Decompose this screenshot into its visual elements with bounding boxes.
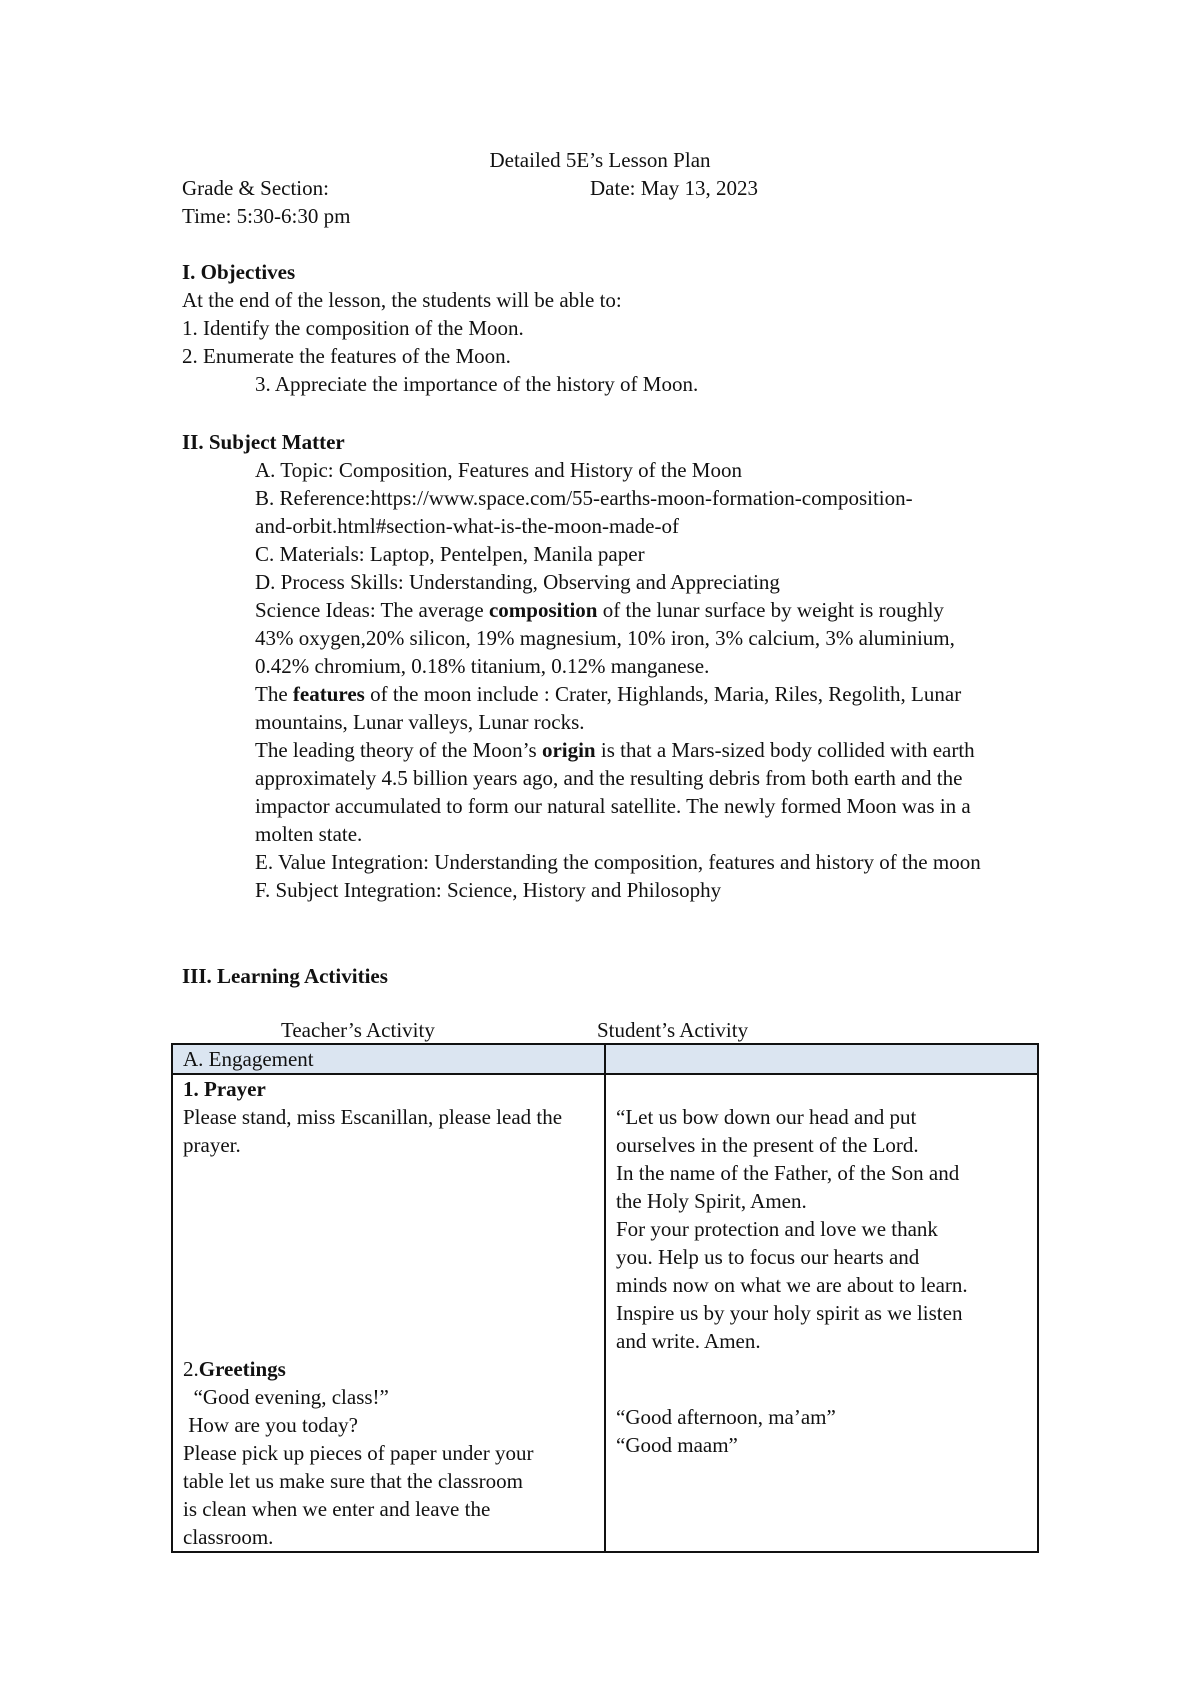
process-skills-line: D. Process Skills: Understanding, Observing and Appreciating	[255, 570, 780, 594]
reference-line-cont: and-orbit.html#section-what-is-the-moon-made-of	[255, 514, 679, 538]
engagement-section-cell: A. Engagement	[172, 1044, 605, 1074]
objective-item: 3. Appreciate the importance of the history of Moon.	[255, 372, 699, 396]
prayer-student-line: Inspire us by your holy spirit as we listen	[616, 1301, 963, 1325]
greetings-student-line: “Good maam”	[616, 1433, 738, 1457]
greetings-title	[183, 1355, 594, 1383]
empty-shaded-cell	[605, 1044, 1038, 1074]
prayer-student-line: and write. Amen.	[616, 1329, 761, 1353]
activities-table	[171, 1043, 1039, 1553]
greetings-student-line: “Good afternoon, ma’am”	[616, 1405, 836, 1429]
origin-text-post: is that a Mars-sized body collided with earth approximately 4.5 billion years ago, and the resulting debris from both earth and the impactor accumulated to form our natural satellite. The newly formed Moon was in a molten state.	[255, 738, 975, 846]
table-row	[172, 1074, 1038, 1552]
materials-line: C. Materials: Laptop, Pentelpen, Manila paper	[255, 542, 645, 566]
prayer-teacher-text: Please stand, miss Escanillan, please lead the prayer.	[183, 1105, 563, 1157]
table-row	[172, 1044, 1038, 1074]
composition-text-post: of the lunar surface by weight is roughly 43% oxygen,20% silicon, 19% magnesium, 10% iron, 3% calcium, 3% aluminium, 0.42% chromium, 0.18% titanium, 0.12% manganese.	[255, 598, 955, 678]
grade-section-label: Grade & Section:	[182, 176, 329, 200]
greetings-teacher-line: Please pick up pieces of paper under your	[183, 1441, 534, 1465]
composition-keyword: composition	[488, 598, 598, 622]
greetings-teacher-line: classroom.	[183, 1525, 274, 1549]
prayer-student-line: ourselves in the present of the Lord.	[616, 1133, 919, 1157]
objectives-intro: At the end of the lesson, the students will be able to:	[182, 288, 622, 312]
greetings-teacher-line: table let us make sure that the classroom	[183, 1469, 523, 1493]
greetings-title-text: Greetings	[198, 1357, 286, 1381]
prayer-student-line: the Holy Spirit, Amen.	[616, 1189, 807, 1213]
greetings-teacher-line: How are you today?	[183, 1413, 358, 1437]
prayer-student-line: In the name of the Father, of the Son and	[616, 1161, 960, 1185]
features-text-pre: The	[255, 682, 293, 706]
topic-line: A. Topic: Composition, Features and History of the Moon	[255, 458, 742, 482]
teacher-activity-cell	[172, 1074, 605, 1552]
student-activity-cell	[605, 1074, 1038, 1552]
science-ideas-composition	[182, 596, 985, 680]
document-title: Detailed 5E’s Lesson Plan	[489, 148, 711, 172]
teacher-activity-column-header: Teacher’s Activity	[281, 1018, 435, 1042]
subject-matter-heading: II. Subject Matter	[182, 430, 345, 454]
prayer-student-line: “Let us bow down our head and put	[616, 1105, 917, 1129]
learning-activities-heading: III. Learning Activities	[182, 964, 388, 988]
features-keyword: features	[292, 682, 365, 706]
subject-integration-line: F. Subject Integration: Science, History and Philosophy	[255, 878, 722, 902]
subject-matter-section	[182, 428, 1062, 904]
composition-text-pre: Science Ideas: The average	[255, 598, 489, 622]
prayer-student-line: you. Help us to focus our hearts and	[616, 1245, 920, 1269]
value-integration-line: E. Value Integration: Understanding the composition, features and history of the moon	[255, 850, 981, 874]
prayer-title: 1. Prayer	[183, 1077, 266, 1101]
objectives-section	[182, 258, 1062, 398]
science-ideas-features	[182, 680, 985, 736]
prayer-student-line: For your protection and love we thank	[616, 1217, 938, 1241]
objectives-heading: I. Objectives	[182, 260, 296, 284]
origin-text-pre: The leading theory of the Moon’s	[255, 738, 542, 762]
greetings-teacher-line: “Good evening, class!”	[183, 1385, 389, 1409]
origin-keyword: origin	[541, 738, 596, 762]
reference-line: B. Reference:https://www.space.com/55-earths-moon-formation-composition-	[255, 486, 913, 510]
objective-item: 2. Enumerate the features of the Moon.	[182, 344, 511, 368]
student-activity-column-header: Student’s Activity	[597, 1018, 749, 1042]
science-ideas-origin	[182, 736, 985, 848]
greetings-teacher-line: is clean when we enter and leave the	[183, 1497, 491, 1521]
greetings-number: 2.	[183, 1357, 199, 1381]
prayer-student-line: minds now on what we are about to learn.	[616, 1273, 968, 1297]
date-label: Date: May 13, 2023	[590, 176, 758, 200]
features-text-post: of the moon include : Crater, Highlands, Maria, Riles, Regolith, Lunar mountains, Lunar valleys, Lunar rocks.	[255, 682, 962, 734]
objective-item: 1. Identify the composition of the Moon.	[182, 316, 524, 340]
time-label: Time: 5:30-6:30 pm	[182, 204, 351, 228]
